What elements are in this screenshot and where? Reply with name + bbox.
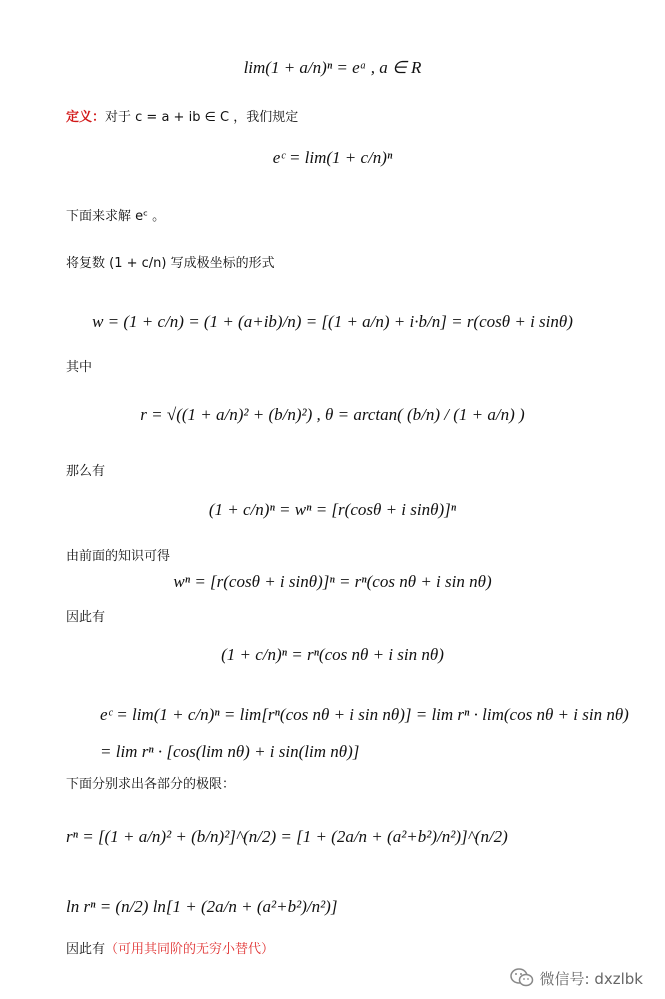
- wechat-icon: [510, 967, 534, 989]
- definition-text: 对于 c = a + ib ∈ C ，我们规定: [105, 110, 299, 125]
- note-red: （可用其同阶的无穷小替代）: [105, 942, 275, 957]
- definition-label: 定义：: [66, 110, 106, 125]
- text-each-limit: 下面分别求出各部分的极限：: [66, 777, 236, 792]
- formula-rn: rⁿ = [(1 + a/n)² + (b/n)²]^(n/2) = [1 + (2a/n + (a²+b²)/n²)]^(n/2): [66, 827, 508, 846]
- formula-limit-real: lim(1 + a/n)ⁿ = eᵃ , a ∈ R: [243, 58, 422, 77]
- formula-de-moivre: wⁿ = [r(cosθ + i sinθ)]ⁿ = rⁿ(cos nθ + i sin nθ): [173, 572, 492, 591]
- text-solve: 下面来求解 eᶜ 。: [66, 209, 166, 224]
- text-polar-form: 将复数 (1 + c/n) 写成极坐标的形式: [66, 256, 275, 271]
- text-then: 那么有: [66, 464, 106, 479]
- text-therefore-1: 因此有: [66, 610, 106, 625]
- formula-r-theta: r = √((1 + a/n)² + (b/n)²) , θ = arctan( (b/n) / (1 + a/n) ): [140, 405, 525, 424]
- watermark: [510, 967, 643, 989]
- definition-line: [66, 106, 298, 125]
- formula-w-power: (1 + c/n)ⁿ = wⁿ = [r(cosθ + i sinθ)]ⁿ: [208, 500, 457, 519]
- text-therefore-2: [66, 938, 274, 957]
- formula-definition: eᶜ = lim(1 + c/n)ⁿ: [272, 148, 393, 167]
- formula-w-polar: w = (1 + c/n) = (1 + (a+ib)/n) = [(1 + a/n) + i·b/n] = r(cosθ + i sinθ): [92, 312, 573, 331]
- text-where: 其中: [66, 360, 93, 375]
- watermark-text: 微信号: dxzlbk: [539, 969, 643, 988]
- formula-ec-limit: eᶜ = lim(1 + c/n)ⁿ = lim[rⁿ(cos nθ + i sin nθ)] = lim rⁿ · lim(cos nθ + i sin nθ): [100, 705, 629, 724]
- formula-ln-rn: ln rⁿ = (n/2) ln[1 + (2a/n + (a²+b²)/n²)]: [66, 897, 338, 916]
- text-from-knowledge: 由前面的知识可得: [66, 549, 171, 564]
- formula-ec-limit-cont: = lim rⁿ · [cos(lim nθ) + i sin(lim nθ)]: [100, 742, 360, 761]
- note-text: 因此有: [66, 942, 106, 957]
- formula-power-result: (1 + c/n)ⁿ = rⁿ(cos nθ + i sin nθ): [221, 645, 444, 664]
